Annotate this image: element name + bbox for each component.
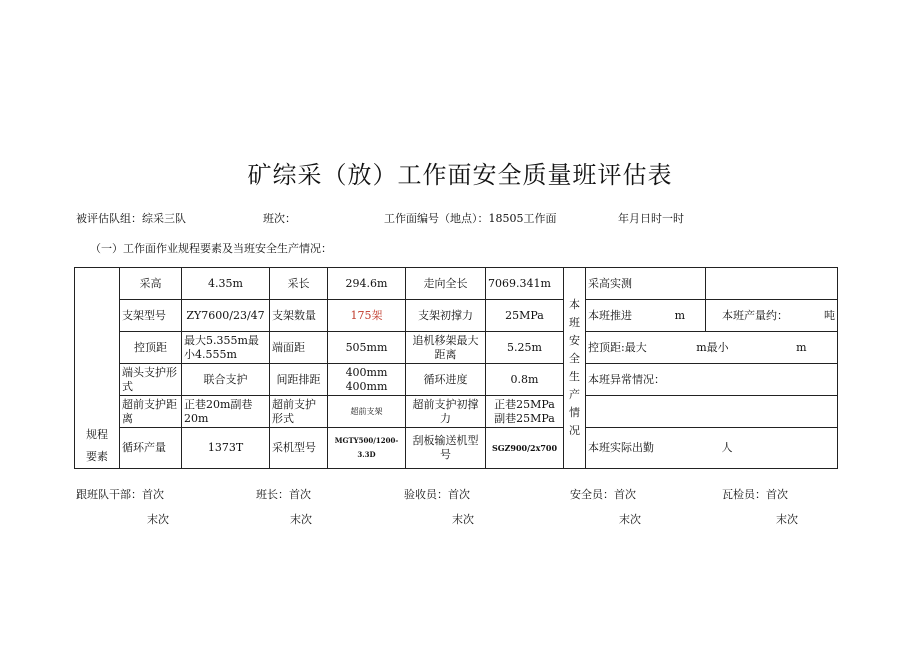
cell: 联合支护	[182, 364, 270, 396]
cell: 505mm	[328, 332, 406, 364]
cell: 采高	[120, 268, 182, 300]
unit-text: m	[796, 340, 807, 354]
signature-gas-inspector: 瓦检员：首次	[722, 488, 788, 501]
vertical-label: 本班安全生产情况	[569, 298, 580, 437]
cell	[586, 332, 838, 364]
cell: 支架初撑力	[406, 300, 486, 332]
unit-text: 人	[721, 441, 733, 454]
cell: 7069.341m	[486, 268, 564, 300]
cell: 294.6m	[328, 268, 406, 300]
cell: 采长	[270, 268, 328, 300]
table-row	[75, 268, 838, 300]
cell	[706, 300, 838, 332]
cell: 支架型号	[120, 300, 182, 332]
cell	[586, 396, 838, 428]
cell-text: 本班推进	[588, 308, 632, 322]
cell: 循环产量	[120, 428, 182, 469]
cell: SGZ900/2x700	[486, 428, 564, 469]
cell: 本班异常情况：	[586, 364, 838, 396]
unit-text: 吨	[824, 308, 835, 322]
cell	[706, 268, 838, 300]
section-heading: （一）工作面作业规程要素及当班安全生产情况：	[90, 242, 332, 255]
team-label: 被评估队组：综采三队	[76, 212, 186, 225]
signature-last-2: 末次	[290, 513, 312, 526]
cell: 采高实测	[586, 268, 706, 300]
page-title: 矿综采（放）工作面安全质量班评估表	[247, 161, 673, 189]
cell: 超前支护初撑力	[406, 396, 486, 428]
cell: 刮板输送机型号	[406, 428, 486, 469]
cell: 追机移架最大距离	[406, 332, 486, 364]
cell-text: 控顶距:最大	[588, 340, 647, 354]
cell: 超前支架	[328, 396, 406, 428]
unit-text: m	[674, 308, 685, 322]
cell: 4.35m	[182, 268, 270, 300]
cell: 最大5.355m最小4.555m	[182, 332, 270, 364]
cell: 正巷20m副巷20m	[182, 396, 270, 428]
face-label: 工作面编号（地点）：18505工作面	[384, 212, 557, 225]
cell: 400mm 400mm	[328, 364, 406, 396]
cell-text: 本班实际出勤	[588, 441, 654, 454]
cell: ZY7600/23/47	[182, 300, 270, 332]
table-row	[75, 332, 838, 364]
cell: 控顶距	[120, 332, 182, 364]
cell: 正巷25MPa 副巷25MPa	[486, 396, 564, 428]
cell: 端头支护形式	[120, 364, 182, 396]
cell	[586, 428, 838, 469]
cell: 超前支护形式	[270, 396, 328, 428]
signature-team-leader: 跟班队干部：首次	[76, 488, 164, 501]
cell: 支架数量	[270, 300, 328, 332]
signature-last-1: 末次	[147, 513, 169, 526]
table-row	[75, 396, 838, 428]
shift-label: 班次：	[263, 212, 296, 225]
cell-highlight: 175架	[328, 300, 406, 332]
signature-last-5: 末次	[776, 513, 798, 526]
cell: 0.8m	[486, 364, 564, 396]
unit-text: m最小	[696, 340, 729, 354]
cell: 1373T	[182, 428, 270, 469]
table-row	[75, 300, 838, 332]
table-row	[75, 428, 838, 469]
signature-inspector: 验收员：首次	[404, 488, 470, 501]
cell: 循环进度	[406, 364, 486, 396]
cell: 端面距	[270, 332, 328, 364]
evaluation-table	[74, 267, 838, 469]
cell	[586, 300, 706, 332]
signature-monitor: 班长：首次	[256, 488, 311, 501]
date-label: 年月日时一时	[618, 212, 684, 225]
cell: 5.25m	[486, 332, 564, 364]
signature-last-3: 末次	[452, 513, 474, 526]
cell: MGTY500/1200-3.3D	[328, 428, 406, 469]
cell: 走向全长	[406, 268, 486, 300]
cell: 25MPa	[486, 300, 564, 332]
left-label-1: 规程	[86, 428, 108, 441]
left-label-2: 要素	[86, 450, 108, 463]
cell-text: 本班产量约：	[722, 308, 788, 322]
cell: 间距排距	[270, 364, 328, 396]
cell: 采机型号	[270, 428, 328, 469]
signature-last-4: 末次	[619, 513, 641, 526]
left-label-cell	[75, 268, 120, 469]
cell: 超前支护距离	[120, 396, 182, 428]
signature-safety-officer: 安全员：首次	[570, 488, 636, 501]
table-row	[75, 364, 838, 396]
vertical-label-cell	[564, 268, 586, 469]
